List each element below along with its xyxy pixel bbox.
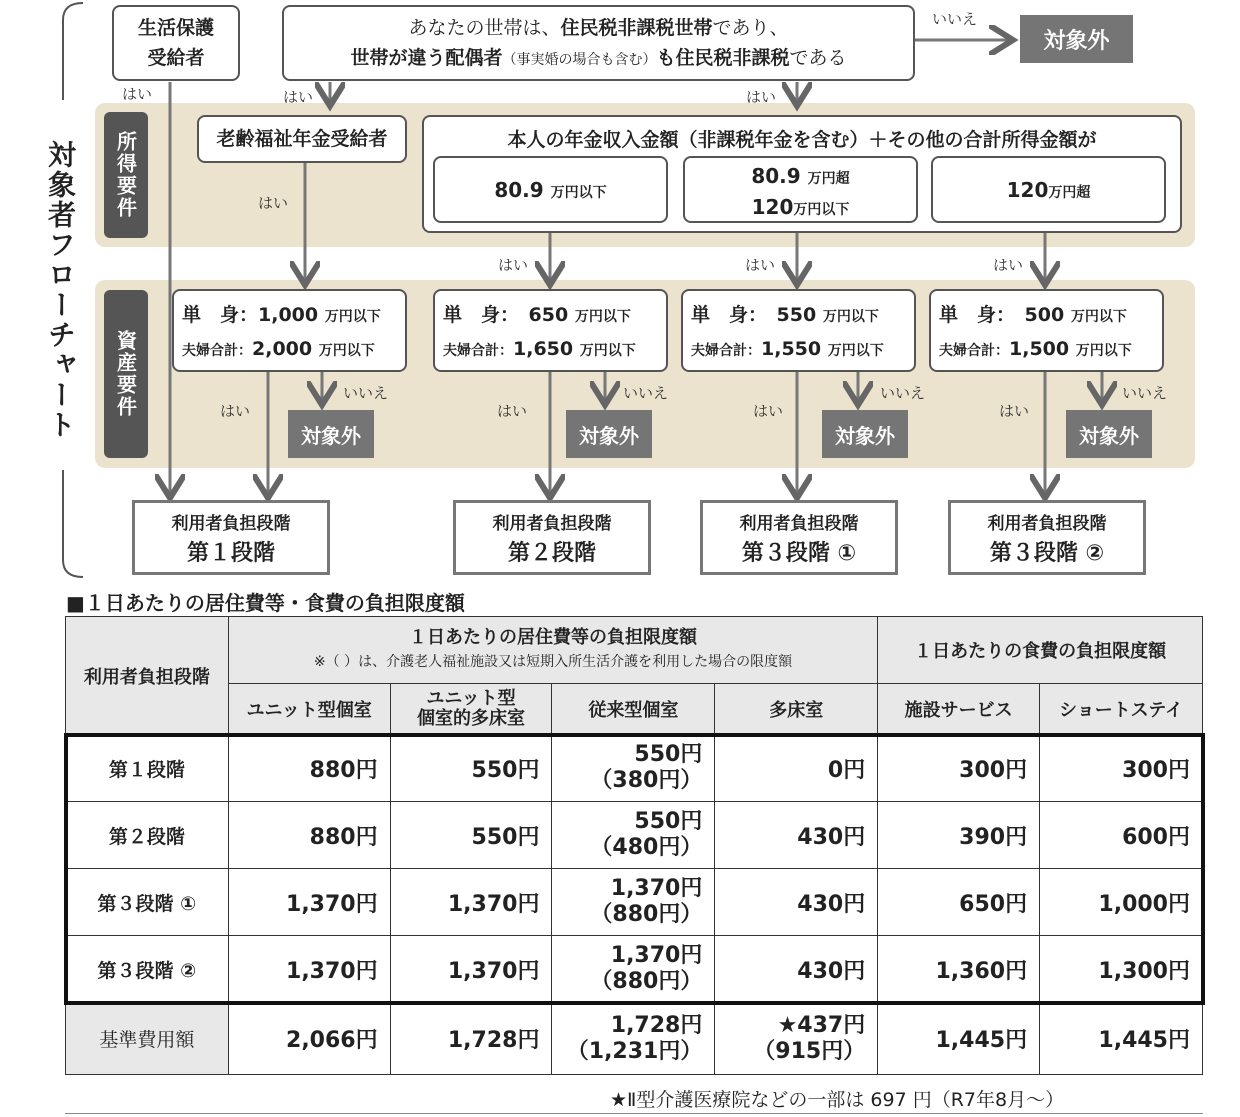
couple-label: 夫婦合計： [182, 343, 252, 359]
outcome-1-stage: 第１段階 [186, 541, 275, 566]
yes-income-3: はい [993, 256, 1024, 274]
col-header: 多床室 [715, 684, 878, 735]
outcome-label: 利用者負担段階 [739, 514, 859, 534]
cost-table [65, 616, 1203, 1075]
group1-title: １日あたりの居住費等の負担限度額 [408, 627, 697, 648]
outcome-label: 利用者負担段階 [171, 514, 291, 534]
table-cell: 650円 [878, 869, 1040, 936]
table-row [66, 936, 1203, 1003]
table-cell: 1,445円 [1040, 1003, 1203, 1075]
table-cell: ★437円 （915円） [715, 1003, 878, 1075]
table-cell: 600円 [1040, 802, 1203, 869]
col-stage: 利用者負担段階 [66, 617, 229, 735]
table-cell: 390円 [878, 802, 1040, 869]
excluded-1: 対象外 [288, 410, 374, 458]
couple-label: 夫婦合計： [939, 343, 1009, 359]
elderly-pension-box: 老齢福祉年金受給者 [197, 115, 407, 163]
base-stage: 基準費用額 [66, 1003, 229, 1075]
asset-3-couple: 1,550 [761, 338, 822, 360]
couple-label: 夫婦合計： [691, 343, 761, 359]
unit: 万円以下 [1075, 343, 1132, 359]
income-opt-3 [931, 156, 1166, 223]
table-cell: 550円 [390, 802, 552, 869]
income-side-label: 所得要件 [104, 112, 148, 238]
yes-tax-2: はい [746, 88, 777, 106]
unit: 万円以下 [1070, 309, 1127, 325]
tax-question-box [282, 5, 915, 81]
table-cell: 0円 [715, 735, 878, 802]
yes-asset-2: はい [497, 402, 528, 420]
table-cell: 1,728円 [390, 1003, 552, 1075]
outcome-4-stage: 第３段階 ② [989, 541, 1105, 566]
income-opt-2-d: 万円以下 [793, 202, 850, 218]
yes-asset-1: はい [220, 402, 251, 420]
asset-box-4 [929, 289, 1164, 372]
table-cell: 1,728円 （1,231円） [552, 1003, 715, 1075]
row-stage: 第２段階 [66, 802, 229, 869]
col-header: 施設サービス [878, 684, 1040, 735]
outcome-2 [453, 500, 651, 575]
table-cell: 1,000円 [1040, 869, 1203, 936]
bottom-rule [65, 1113, 1203, 1114]
income-opt-3-b: 万円超 [1048, 185, 1091, 201]
yes-income-1: はい [498, 256, 529, 274]
table-cell: 1,370円 （880円） [552, 869, 715, 936]
col-header: 従来型個室 [552, 684, 715, 735]
outcome-2-stage: 第２段階 [507, 541, 596, 566]
table-cell: 300円 [1040, 735, 1203, 802]
asset-box-2 [433, 289, 668, 372]
unit: 万円以下 [827, 343, 884, 359]
single-label: 単 身： [691, 304, 758, 326]
col-header: ユニット型 個室的多床室 [390, 684, 552, 735]
asset-3-single: 550 [776, 304, 817, 326]
outcome-label: 利用者負担段階 [492, 514, 612, 534]
group2-header: １日あたりの食費の負担限度額 [878, 617, 1203, 684]
flow-title: 対象者フローチャート [44, 140, 77, 440]
income-opt-1 [433, 156, 668, 223]
no-asset-1: いいえ [343, 384, 389, 402]
excluded-2: 対象外 [566, 410, 652, 458]
table-cell: 880円 [228, 802, 390, 869]
excluded-4: 対象外 [1066, 410, 1152, 458]
base-row [66, 1003, 1203, 1075]
asset-4-single: 500 [1024, 304, 1065, 326]
table-cell: 1,370円 [228, 936, 390, 1003]
outcome-label: 利用者負担段階 [987, 514, 1107, 534]
income-opt-3-a: 120 [1006, 178, 1049, 202]
no-asset-3: いいえ [880, 384, 926, 402]
yes-pension: はい [258, 194, 289, 212]
table-cell: 1,370円 [390, 869, 552, 936]
unit: 万円以下 [324, 309, 381, 325]
outcome-1 [132, 500, 330, 575]
q-pre: あなたの世帯は、 [408, 17, 561, 39]
yes-asset-4: はい [999, 402, 1030, 420]
income-opt-2 [683, 156, 918, 223]
income-opt-2-c: 120 [751, 195, 794, 219]
q-mid: であり、 [712, 17, 789, 39]
income-opt-1-b: 万円以下 [550, 185, 607, 201]
outcome-3 [700, 500, 898, 575]
row-stage: 第３段階 ① [66, 869, 229, 936]
unit: 万円以下 [318, 343, 375, 359]
footnote: ★Ⅱ型介護医療院などの一部は 697 円（R7年8月～） [610, 1089, 1065, 1111]
outcome-3-stage: 第３段階 ① [741, 541, 857, 566]
q-b1: 住民税非課税世帯 [560, 17, 713, 39]
table-cell: 1,445円 [878, 1003, 1040, 1075]
table-cell: 550円 （380円） [552, 735, 715, 802]
yes-welfare: はい [122, 85, 153, 103]
row-stage: 第１段階 [66, 735, 229, 802]
table-cell: 1,360円 [878, 936, 1040, 1003]
table-cell: 1,370円 （880円） [552, 936, 715, 1003]
table-cell: 880円 [228, 735, 390, 802]
q-b3: も住民税非課税 [656, 47, 790, 69]
table-cell: 550円 （480円） [552, 802, 715, 869]
table-cell: 1,370円 [228, 869, 390, 936]
asset-2-couple: 1,650 [513, 338, 574, 360]
single-label: 単 身： [443, 304, 510, 326]
asset-box-3 [681, 289, 916, 372]
welfare-box: 生活保護 受給者 [112, 5, 240, 81]
excluded-top: 対象外 [1020, 15, 1133, 63]
table-row [66, 869, 1203, 936]
col-header: ショートステイ [1040, 684, 1203, 735]
table-cell: 1,370円 [390, 936, 552, 1003]
income-opt-2-b: 万円超 [807, 171, 850, 187]
income-opt-1-a: 80.9 [494, 178, 544, 202]
table-cell: 300円 [878, 735, 1040, 802]
group1-note: ※（ ）は、介護老人福祉施設又は短期入所生活介護を利用した場合の限度額 [313, 654, 793, 670]
no-asset-2: いいえ [623, 384, 669, 402]
table-cell: 430円 [715, 936, 878, 1003]
table-cell: 430円 [715, 869, 878, 936]
single-label: 単 身： [939, 304, 1006, 326]
table-row [66, 735, 1203, 802]
q-paren: （事実婚の場合も含む） [502, 52, 657, 68]
q-b2: 世帯が違う配偶者 [350, 47, 503, 69]
yes-asset-3: はい [753, 402, 784, 420]
asset-2-single: 650 [528, 304, 569, 326]
outcome-4 [948, 500, 1146, 575]
q-post: である [789, 47, 847, 69]
asset-4-couple: 1,500 [1009, 338, 1070, 360]
col-header: ユニット型個室 [228, 684, 390, 735]
table-cell: 1,300円 [1040, 936, 1203, 1003]
unit: 万円以下 [579, 343, 636, 359]
group1-header [228, 617, 877, 684]
asset-side-label: 資産要件 [104, 290, 148, 458]
asset-1-single: 1,000 [258, 304, 319, 326]
income-question: 本人の年金収入金額（非課税年金を含む）＋その他の合計所得金額が [507, 129, 1097, 151]
excluded-3: 対象外 [822, 410, 908, 458]
no-label-top: いいえ [932, 10, 978, 28]
table-cell: 2,066円 [228, 1003, 390, 1075]
table-row [66, 802, 1203, 869]
asset-box-1 [172, 289, 407, 372]
yes-tax-1: はい [283, 88, 314, 106]
table-cell: 550円 [390, 735, 552, 802]
single-label: 単 身： [182, 304, 259, 326]
couple-label: 夫婦合計： [443, 343, 513, 359]
table-cell: 430円 [715, 802, 878, 869]
asset-1-couple: 2,000 [252, 338, 313, 360]
unit: 万円以下 [822, 309, 879, 325]
unit: 万円以下 [574, 309, 631, 325]
row-stage: 第３段階 ② [66, 936, 229, 1003]
yes-income-2: はい [745, 256, 776, 274]
table-heading: ■１日あたりの居住費等・食費の負担限度額 [66, 591, 465, 615]
income-opt-2-a: 80.9 [751, 164, 801, 188]
no-asset-4: いいえ [1122, 384, 1168, 402]
